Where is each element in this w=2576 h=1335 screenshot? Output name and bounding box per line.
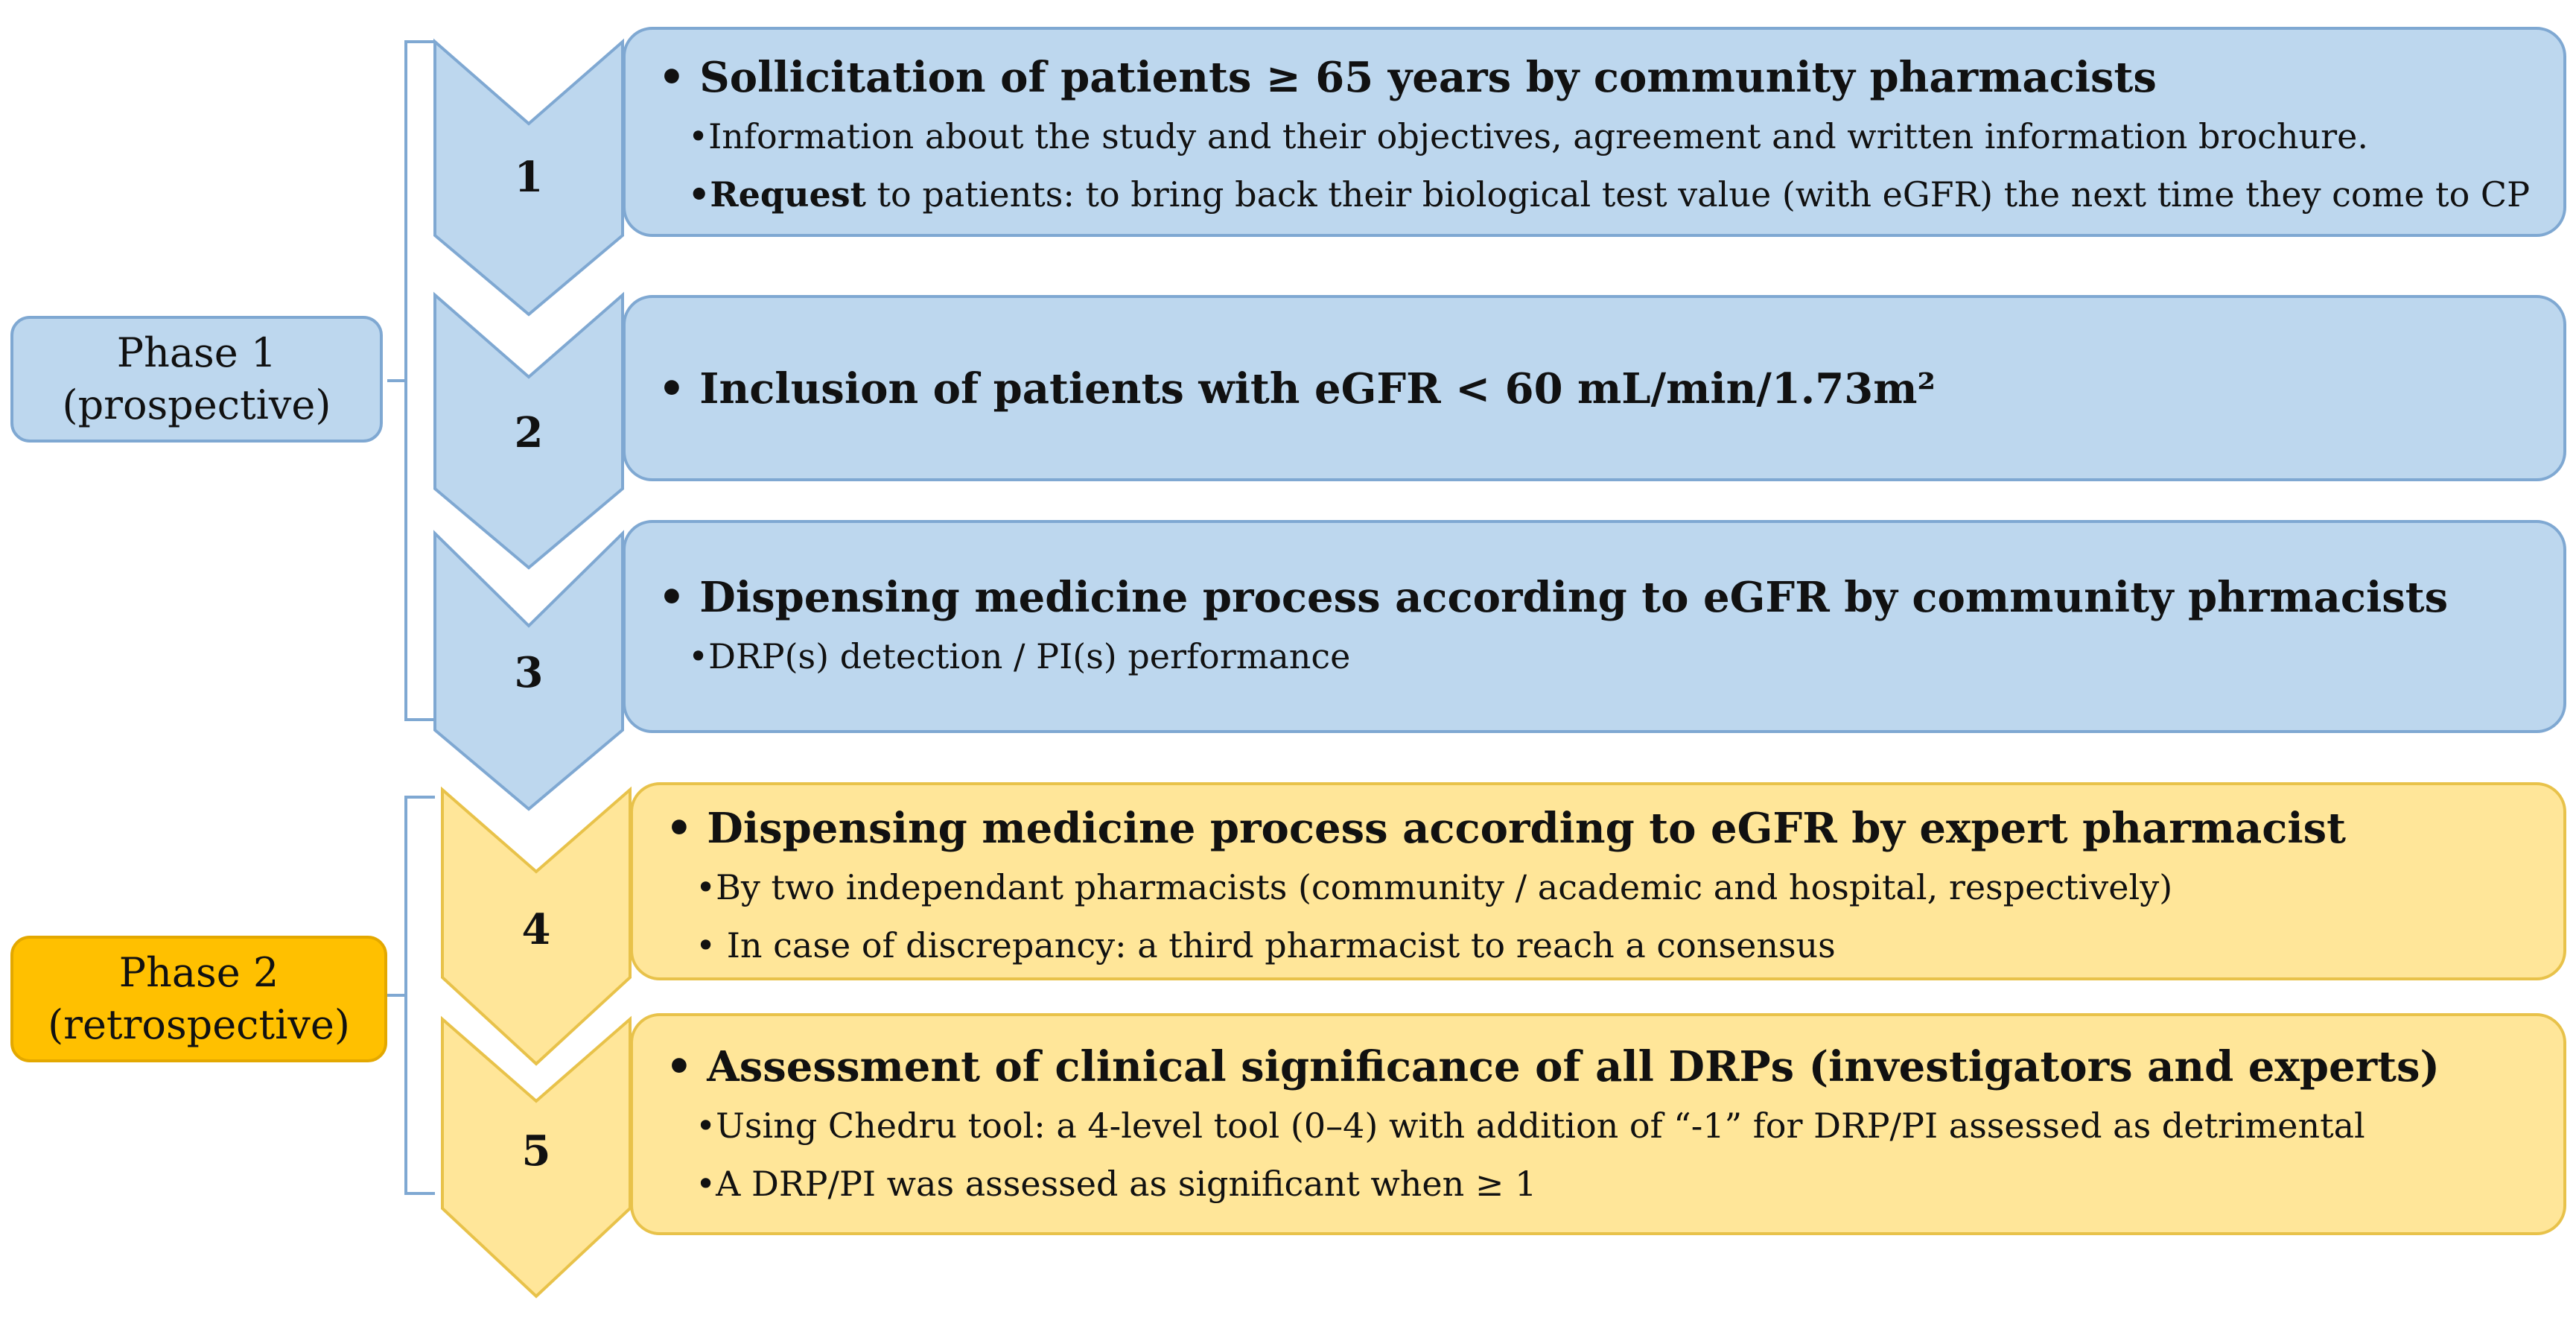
step-number-2: 2 (514, 408, 544, 457)
step-2-box (623, 295, 2566, 481)
step-5-bullet-2: •A DRP/PI was assessed as significant when ≥ 1 (696, 1164, 1537, 1204)
step-3-box (623, 520, 2566, 733)
phase-1-name: Phase 1 (116, 329, 277, 376)
step-1-title: • Sollicitation of patients ≥ 65 years by community pharmacists (658, 53, 2157, 102)
phase-2-type: (retrospective) (48, 1001, 350, 1048)
step-5-bullet-1: •Using Chedru tool: a 4-level tool (0–4) with addition of “-1” for DRP/PI assessed as detrimental (696, 1106, 2365, 1146)
step-1-bullet-1: •Information about the study and their objectives, agreement and written information brochure. (688, 116, 2368, 156)
phase-1-label (10, 316, 383, 443)
step-number-3: 3 (514, 648, 544, 697)
step-3-bullet-1: •DRP(s) detection / PI(s) performance (688, 636, 1351, 676)
step-2-title: • Inclusion of patients with eGFR < 60 mL/min/1.73m² (658, 364, 1936, 413)
step-1-bullet-2-bold: •Request (688, 174, 866, 215)
step-4-bullet-1: •By two independant pharmacists (community / academic and hospital, respectively) (696, 867, 2173, 907)
step-1-box (623, 27, 2566, 237)
step-3-title: • Dispensing medicine process according to eGFR by community phrmacists (658, 573, 2449, 622)
step-4-title: • Dispensing medicine process according to eGFR by expert pharmacist (666, 804, 2347, 853)
phase2-brace (387, 797, 435, 1193)
phase-1-type: (prospective) (62, 381, 331, 428)
step-4-bullet-2: • In case of discrepancy: a third pharmacist to reach a consensus (696, 925, 1836, 965)
phase-2-label (10, 936, 387, 1062)
phase1-brace (387, 42, 435, 720)
step-number-4: 4 (521, 905, 551, 954)
step-number-5: 5 (521, 1126, 551, 1176)
phase-2-name: Phase 2 (118, 949, 279, 996)
step-1-bullet-2 (658, 165, 2541, 223)
step-number-1: 1 (514, 153, 544, 202)
step-5-box (630, 1013, 2566, 1235)
step-5-title: • Assessment of clinical significance of all DRPs (investigators and experts) (666, 1042, 2440, 1091)
step-1-bullet-2-text: to patients: to bring back their biological test value (with eGFR) the next time they come to CP (865, 174, 2531, 215)
step-4-box (630, 782, 2566, 980)
